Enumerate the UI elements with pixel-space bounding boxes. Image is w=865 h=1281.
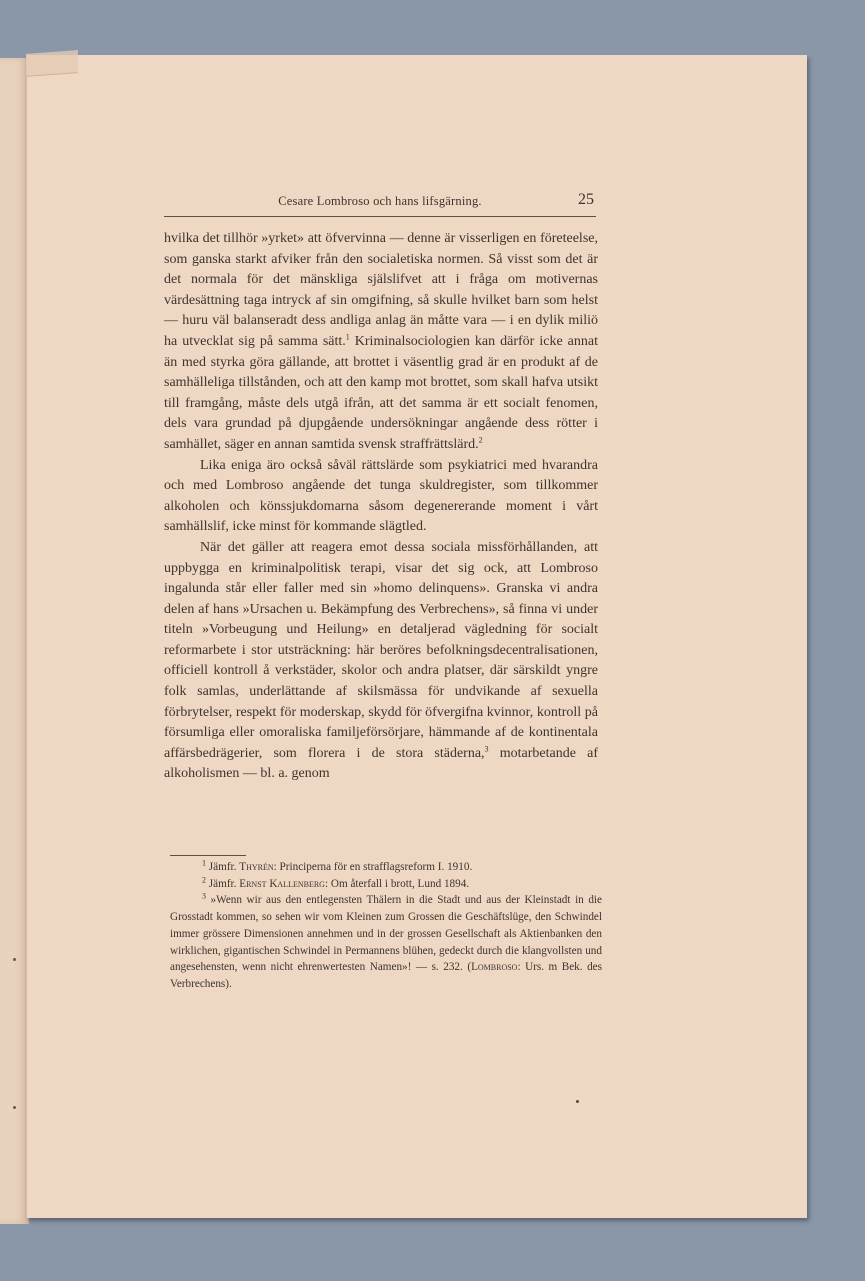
page-corner-fold xyxy=(26,50,78,77)
footnote-marker: 3 xyxy=(484,744,489,754)
text-run: Jämfr. xyxy=(206,877,240,890)
running-head xyxy=(164,191,596,217)
paragraph: Lika eniga äro också såväl rättslärde som psykiatrici med hvarandra och med Lombroso angående det tunga skuldregister, som tillkommer alkoholen och könssjukdomarna såsom degenererande moment i vårt samhällslif, icke minst för kommande slägtled. xyxy=(164,457,598,535)
footnote-marker: 1 xyxy=(345,332,350,342)
paragraph xyxy=(164,538,598,785)
text-run: När det gäller att reagera emot dessa sociala missförhållanden, att uppbygga en kriminalpolitisk terapi, visar det sig ock, att Lombroso ingalunda står eller faller med sin »homo delinquens». Granska vi andra delen af hans »Ursachen u. Bekämpfung des Verbrechens», så finna vi under titeln »Vorbeugung und Heilung» en detaljerad vägledning för socialt reformarbete i stor utsträckning: här beröres befolkningsdecentralisationen, officiell kontroll å verkstäder, skolor och andra platser, där särskildt yngre folk samlas, underlättande af skilsmässa för undvikande af sexuella förbrytelser, respekt för moderskap, skydd för öfvergifna kvinnor, kontroll på försumliga eller omoraliska familjeförsörjare, hämmande af de kontinentala affärsbedrägerier, som florera i de stora städerna, xyxy=(164,539,598,761)
footnote-marker: 2 xyxy=(478,435,483,445)
footnote-1 xyxy=(170,859,602,876)
text-run: Kriminalsociologien kan därför icke annat än med styrka göra gällande, att brottet i väsentlig grad är en produkt af de samhälleliga tillstånden, och att den kamp mot brottet, som skall hafva utsikt till framgång, måste dels utgå ifrån, att det samma är ett socialt fenomen, dels vara grundad på djupgående undersökningar angående dess rötter i samhället, säger en annan samtida svensk straffrättslärd. xyxy=(164,333,598,452)
page-speck xyxy=(576,1100,579,1103)
text-run: motarbetande af alkoholismen — bl. a. genom xyxy=(164,745,598,782)
footnote-2 xyxy=(170,876,602,893)
left-page-edge xyxy=(0,58,29,1224)
footnote-marker: 3 xyxy=(202,891,206,901)
page-speck xyxy=(13,1106,16,1109)
text-run: hvilka det tillhör »yrket» att öfvervinna — denne är visserligen en företeelse, som ganska starkt afviker från den socialetiska normen. Så visst som det är det normala för det mänskliga själslifvet att i fråga om motivernas värdesättning taga intryck af sin omgifning, så skulle hvilket barn som helst — huru väl balanseradt dess andliga anlag än måtte vara — i en dylik miliö ha utvecklat sig på samma sätt. xyxy=(164,231,598,349)
text-run: : Om återfall i brott, Lund 1894. xyxy=(324,877,470,890)
running-title: Cesare Lombroso och hans lifsgärning. xyxy=(278,194,482,208)
page-number: 25 xyxy=(578,191,594,208)
footnote-3 xyxy=(170,892,602,992)
paragraph xyxy=(164,229,598,456)
text-run: »Wenn wir aus den entlegensten Thälern in die Stadt und aus der Kleinstadt in die Grosstadt kommen, so sehen wir vom Kleinen zum Grossen die Geschäftslüge, den Schwindel immer grössere Dimensionen annehmen und in der grossen Gesellschaft als Aktienbanken den wirklichen, gigantischen Schwindel in Permannens blühen, gedeckt durch die klangvollsten und angesehensten, wenn nicht ehrenwertesten Namen»! — s. 232. ( xyxy=(170,894,602,974)
footnote-marker: 1 xyxy=(202,858,206,868)
author-name: Thyrén xyxy=(239,861,274,873)
page-speck xyxy=(13,958,16,961)
footnote-rule xyxy=(170,855,246,856)
footnote-marker: 2 xyxy=(202,874,206,884)
author-name: Ernst Kallenberg xyxy=(239,877,325,890)
text-run: : Urs. m Bek. des Verbrechens). xyxy=(170,961,602,990)
author-name: Lombroso xyxy=(471,961,518,974)
text-run: : Principerna för en strafflagsreform I. 1910. xyxy=(273,861,473,873)
footnotes xyxy=(170,859,602,993)
text-run: Jämfr. xyxy=(206,861,240,873)
body-text xyxy=(164,229,598,785)
